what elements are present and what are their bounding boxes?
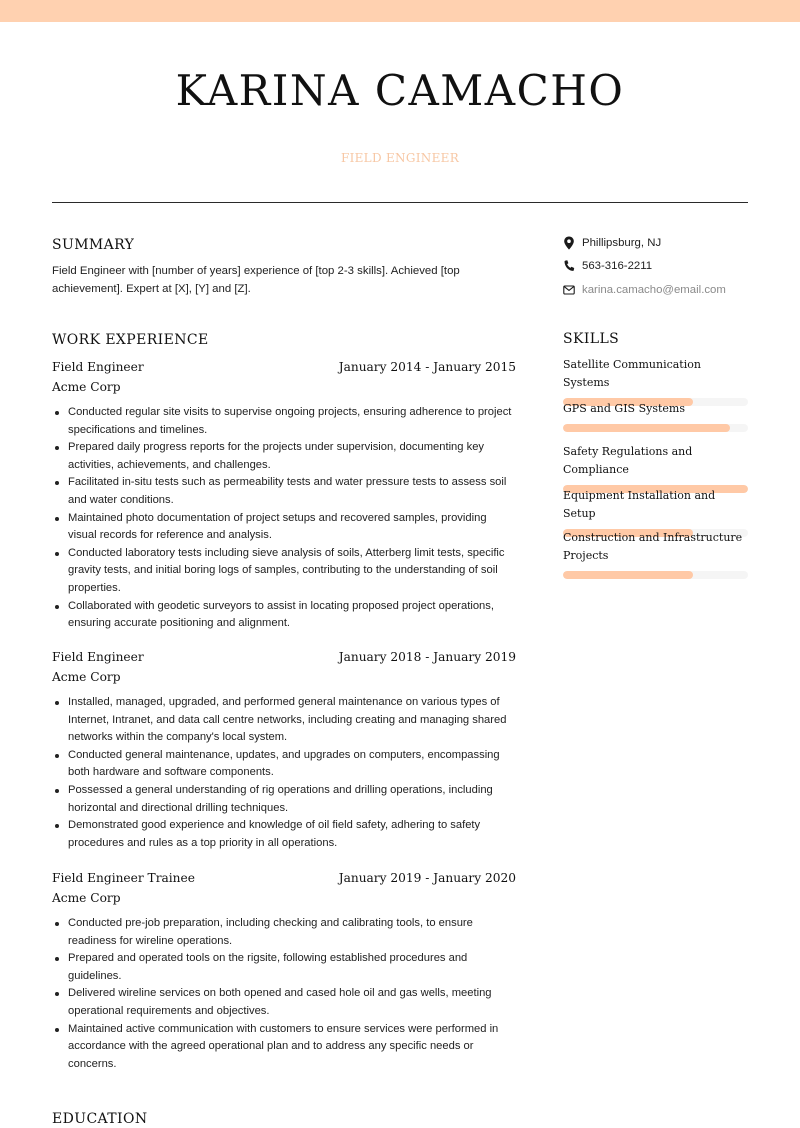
- job-bullets: [52, 915, 516, 1073]
- summary-text: Field Engineer with [number of years] experience of [top 2-3 skills]. Achieved [top achievement]. Expert at [X], [Y] and [Z].: [52, 265, 460, 295]
- skill-name: GPS and GIS Systems: [563, 402, 685, 415]
- work-experience-title: WORK EXPERIENCE: [52, 332, 209, 348]
- job-company: Acme Corp: [52, 380, 121, 394]
- skill-name: Construction and Infrastructure Projects: [563, 531, 743, 562]
- job-entry-3: [52, 871, 516, 1073]
- skill-level-track: [563, 571, 748, 579]
- header-divider: [52, 202, 748, 203]
- list-item: Maintained active communication with customers to ensure services were performed in accordance with the agreed operational plan and to address any specific needs or concerns.: [52, 1021, 516, 1074]
- list-item: Possessed a general understanding of rig operations and drilling operations, including horizontal and directional drilling techniques.: [52, 782, 516, 817]
- list-item: Conducted regular site visits to supervise ongoing projects, ensuring adherence to project specifications and timelines.: [52, 404, 516, 439]
- list-item: Facilitated in-situ tests such as permeability tests and water pressure tests to assess soil and water conditions.: [52, 474, 516, 509]
- education-title: EDUCATION: [52, 1111, 148, 1127]
- phone-icon: [563, 259, 575, 273]
- list-item: Maintained photo documentation of project setups and recovered samples, providing visual records for reference and analysis.: [52, 510, 516, 545]
- phone-text: 563-316-2211: [582, 260, 653, 272]
- summary-title: SUMMARY: [52, 237, 135, 253]
- skill-name: Safety Regulations and Compliance: [563, 445, 693, 476]
- job-title: Field Engineer: [52, 650, 144, 664]
- list-item: Prepared and operated tools on the rigsite, following established procedures and guidelines.: [52, 950, 516, 985]
- top-accent-bar: [0, 0, 800, 22]
- job-bullets: [52, 694, 516, 852]
- job-company: Acme Corp: [52, 670, 121, 684]
- skill-level-fill: [563, 424, 730, 432]
- list-item: Conducted laboratory tests including sieve analysis of soils, Atterberg limit tests, specific gravity tests, and initial boring logs of samples, contributing to the understanding of soil properties.: [52, 545, 516, 598]
- job-dates: January 2019 - January 2020: [338, 871, 516, 885]
- skills-title: SKILLS: [563, 331, 620, 347]
- contact-email: [563, 282, 753, 300]
- map-pin-icon: [563, 236, 575, 250]
- list-item: Collaborated with geodetic surveyors to assist in locating proposed project operations, ensuring accurate positioning and alignment.: [52, 598, 516, 633]
- skill-item: [563, 356, 749, 406]
- location-text: Phillipsburg, NJ: [582, 237, 662, 249]
- contact-phone: [563, 258, 753, 276]
- list-item: Prepared daily progress reports for the projects under supervision, documenting key activities, achievements, and challenges.: [52, 439, 516, 474]
- contact-location: [563, 235, 753, 253]
- job-title: Field Engineer: [52, 360, 144, 374]
- skill-level-fill: [563, 571, 693, 579]
- skill-item: [563, 529, 749, 579]
- list-item: Installed, managed, upgraded, and performed general maintenance on various types of Internet, Intranet, and data call centre networks, including creating and managing shared networks within the company's local system.: [52, 694, 516, 747]
- job-company: Acme Corp: [52, 891, 121, 905]
- list-item: Conducted pre-job preparation, including checking and calibrating tools, to ensure readiness for wireline operations.: [52, 915, 516, 950]
- job-entry-2: [52, 650, 516, 852]
- job-dates: January 2018 - January 2019: [338, 650, 516, 664]
- skill-item: [563, 400, 749, 432]
- candidate-name: KARINA CAMACHO: [175, 66, 625, 115]
- skill-level-track: [563, 424, 748, 432]
- job-title: Field Engineer Trainee: [52, 871, 195, 885]
- skill-name: Satellite Communication Systems: [563, 358, 701, 389]
- email-link[interactable]: karina.camacho@email.com: [582, 284, 726, 296]
- candidate-role: FIELD ENGINEER: [340, 151, 460, 165]
- list-item: Demonstrated good experience and knowledge of oil field safety, adhering to safety procedures and rules as a top priority in all operations.: [52, 817, 516, 852]
- skill-item: [563, 443, 749, 493]
- list-item: Conducted general maintenance, updates, and upgrades on computers, encompassing both hardware and software components.: [52, 747, 516, 782]
- skill-name: Equipment Installation and Setup: [563, 489, 716, 520]
- job-bullets: [52, 404, 516, 633]
- mail-icon: [563, 283, 575, 297]
- job-entry-1: [52, 360, 516, 633]
- job-dates: January 2014 - January 2015: [338, 360, 516, 374]
- list-item: Delivered wireline services on both opened and cased hole oil and gas wells, meeting operational requirements and objectives.: [52, 985, 516, 1020]
